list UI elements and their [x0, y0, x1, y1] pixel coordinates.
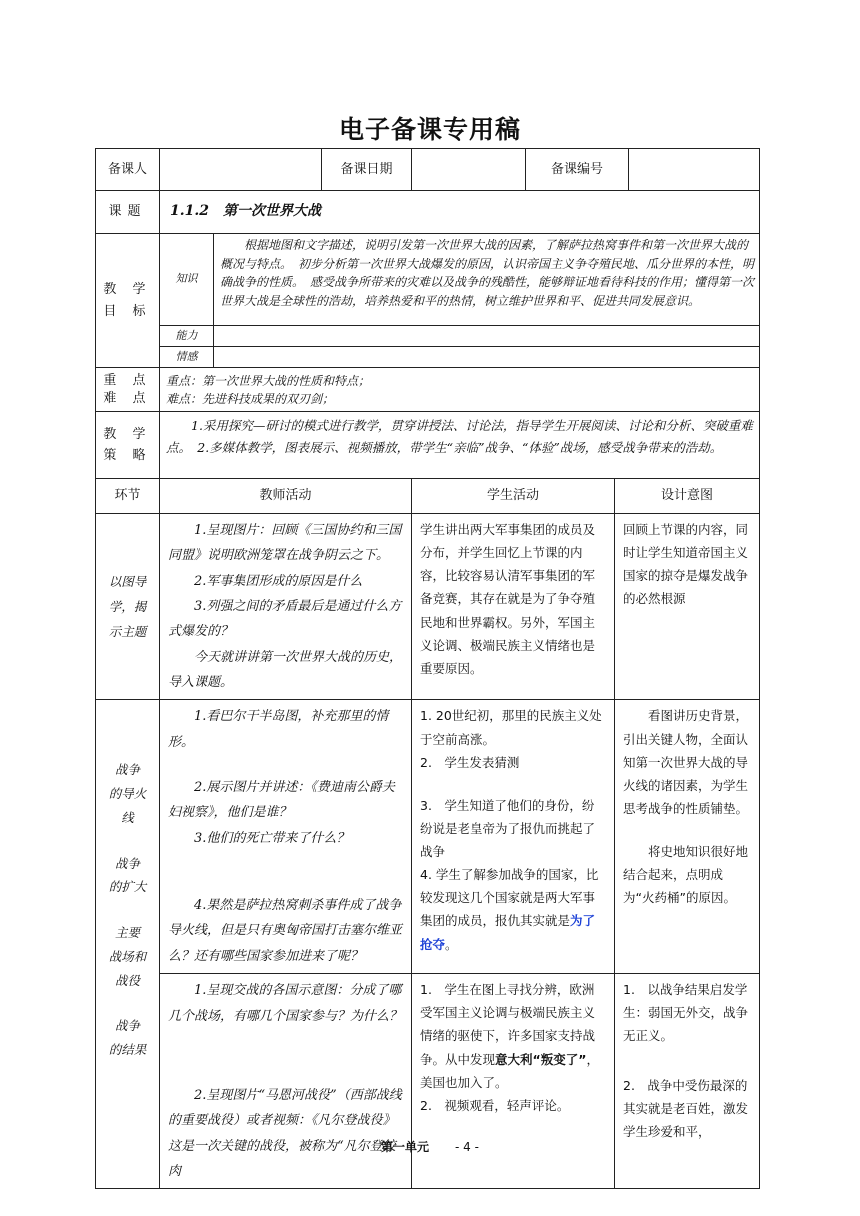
- topic-row: [96, 191, 760, 234]
- row2a-teacher-p4: 4.果然是萨拉热窝刺杀事件成了战争导火线，但是只有奥匈帝国打击塞尔维亚么？还有哪些国家参加进来了呢？: [168, 898, 403, 964]
- key-points-text: [160, 368, 760, 412]
- topic-label: 课题: [96, 191, 160, 234]
- row2b-student-p2: 2. 视频观看，轻声评论。: [420, 1097, 570, 1113]
- stage-battles-line3: 战役: [114, 972, 140, 988]
- stage-expansion-line1: 战争: [114, 855, 140, 871]
- row2a-student-p4: [420, 863, 606, 956]
- row2a-teacher-p1: 1.看巴尔干半岛图，补充那里的情形。: [168, 709, 389, 750]
- col-teacher: 教师活动: [160, 479, 412, 514]
- emotion-label: 情感: [160, 347, 214, 368]
- row1-teacher-p2: 2.军事集团形成的原因是什么: [194, 573, 363, 589]
- date-label: 备课日期: [322, 149, 412, 191]
- row2b-teacher-p2: 2.呈现图片“马恩河战役”（西部战线的重要战役）或者视频：《凡尔登战役》这是一次关键的战役，被称为“凡尔登绞肉: [168, 1087, 402, 1179]
- goals-emotion-row: [96, 347, 760, 368]
- row2b-design-p2: 2. 战争中受伤最深的其实就是老百姓，激发学生珍爱和平，: [623, 1077, 749, 1139]
- stage-result: [96, 1014, 159, 1062]
- difficulty-point: 难点：先进科技成果的双刃剑；: [166, 391, 335, 406]
- goals-knowledge-row: [96, 234, 760, 326]
- page-footer: [0, 1138, 860, 1155]
- strategy-text: 1.采用探究—研讨的模式进行教学，贯穿讲授法、讨论法，指导学生开展阅读、讨论和分析、突破重难点。 2.多媒体教学，图表展示、视频播放，带学生“亲临”战争、“体验”战场，感受战争带来的浩劫。: [160, 412, 760, 479]
- col-stage: 环节: [96, 479, 160, 514]
- row1-student: 学生讲出两大军事集团的成员及分布，并学生回忆上节课的内容，比较容易认清军事集团的军备竞赛，其存在就是为了争夺殖民地和世界霸权。另外，军国主义论调、极端民族主义情绪也是重要原因。: [412, 514, 615, 700]
- header-row: [96, 149, 760, 191]
- number-label: 备课编号: [526, 149, 629, 191]
- goals-label-line2: 目 标: [103, 303, 152, 319]
- lesson-plan-table: [95, 148, 760, 1189]
- date-value: [412, 149, 526, 191]
- footer-page-number: - 4 -: [455, 1140, 479, 1154]
- column-header-row: [96, 479, 760, 514]
- row2a-student-p3: 3. 学生知道了他们的身份，纷纷说是老皇帝为了报仇而挑起了战争: [420, 797, 596, 860]
- activity-row-1: [96, 514, 760, 700]
- stage-battles-line1: 主要: [114, 925, 140, 941]
- key-point: 重点：第一次世界大战的性质和特点；: [166, 373, 371, 388]
- preparer-value: [160, 149, 322, 191]
- ability-label: 能力: [160, 326, 214, 347]
- stage-battles: [96, 921, 159, 992]
- row2-design-a: [615, 700, 760, 974]
- row1-teacher-p1: 1.呈现图片：回顾《三国协约和三国同盟》说明欧洲笼罩在战争阴云之下。: [168, 523, 402, 564]
- col-student: 学生活动: [412, 479, 615, 514]
- key-points-label: [96, 368, 160, 412]
- row1-teacher: [160, 514, 412, 700]
- footer-unit: 第一单元: [381, 1140, 430, 1154]
- strategy-label: [96, 412, 160, 479]
- row2b-teacher-p1: 1.呈现交战的各国示意图：分成了哪几个战场，有哪几个国家参与？为什么？: [168, 983, 403, 1024]
- key-points-label-line1: 重 点: [103, 372, 152, 388]
- stage-fuse-line1: 战争: [114, 762, 140, 778]
- row2a-design-p1: 看图讲历史背景，引出关键人物，全面认知第一次世界大战的导火线的诸因素，为学生思考战争的性质铺垫。: [623, 708, 749, 816]
- row2a-student-p4-text: 4. 学生了解参加战争的国家，比较发现这几个国家就是两大军事集团的成员，报仇其实就是: [420, 867, 599, 929]
- col-design: 设计意图: [615, 479, 760, 514]
- stage-battles-line2: 战场和: [108, 948, 147, 964]
- strategy-label-line2: 策 略: [103, 448, 152, 463]
- row1-stage-line1: 以图导: [108, 574, 147, 590]
- row2-teacher-a: [160, 700, 412, 974]
- strategy-row: [96, 412, 760, 479]
- row1-stage-line2: 学，揭: [108, 599, 147, 615]
- row1-teacher-p3: 3.列强之间的矛盾最后是通过什么方式爆发的？: [168, 599, 402, 640]
- strategy-label-line1: 教 学: [103, 426, 152, 442]
- knowledge-label: 知识: [160, 234, 214, 326]
- stage-result-line2: 的结果: [108, 1042, 147, 1058]
- row1-teacher-p4: 今天就讲讲第一次世界大战的历史，导入课题。: [168, 649, 403, 691]
- knowledge-text: 根据地图和文字描述，说明引发第一次世界大战的因素，了解萨拉热窝事件和第一次世界大战的概况与特点。 初步分析第一次世界大战爆发的原因，认识帝国主义争夺殖民地、瓜分世界的本性，明确战争的性质。 感受战争所带来的灾难以及战争的残酷性，能够辩证地看待科技的作用；懂得第一次世界大战是全球性的浩劫，培养热爱和平的热情，树立维护世界和平、促进共同发展意识。: [214, 234, 760, 326]
- row2b-design-p1: 1. 以战争结果启发学生：弱国无外交，战争无正义。: [623, 982, 749, 1044]
- activity-row-3: [96, 974, 760, 1189]
- goals-ability-row: [96, 326, 760, 347]
- page-title: 电子备课专用稿: [338, 115, 521, 144]
- row1-design: 回顾上节课的内容，同时让学生知道帝国主义国家的掠夺是爆发战争的必然根源: [615, 514, 760, 700]
- key-points-row: [96, 368, 760, 412]
- row2b-student-p1-end: ，美国也加入了。: [420, 1051, 599, 1090]
- row2-design-b: [615, 974, 760, 1189]
- row2b-student-p1-text: 1. 学生在图上寻找分辨，欧洲受军国主义论调与极端民族主义情绪的驱使下，许多国家支持战争。从中发现: [420, 982, 596, 1067]
- row2b-student-p1: [420, 978, 606, 1094]
- goals-label: [96, 234, 160, 368]
- row2a-teacher-p2: 2.展示图片并讲述：《费迪南公爵夫妇视察》，他们是谁？: [168, 780, 395, 821]
- row2a-student-p2: 2. 学生发表猜测: [420, 754, 520, 770]
- stage-fuse-line2: 的导火: [108, 786, 147, 802]
- row1-stage: [96, 514, 160, 700]
- row2-stages: [96, 700, 160, 1189]
- key-points-label-line2: 难 点: [103, 390, 152, 406]
- row2b-student-p1-emphasis: 意大利“叛变了”: [495, 1051, 587, 1067]
- row2-student-a: [412, 700, 615, 974]
- goals-label-line1: 教 学: [103, 282, 152, 298]
- row2a-student-p4-end: 。: [445, 936, 458, 952]
- row2a-student-p1: 1. 20世纪初，那里的民族主义处于空前高涨。: [420, 708, 602, 747]
- activity-row-2: [96, 700, 760, 974]
- stage-expansion: [96, 852, 159, 900]
- row2-teacher-b: [160, 974, 412, 1189]
- emotion-text: [214, 347, 760, 368]
- stage-fuse: [96, 758, 159, 829]
- row2a-teacher-p3: 3.他们的死亡带来了什么？: [194, 830, 350, 846]
- row2a-design-p2: 将史地知识很好地结合起来，点明成为“火药桶”的原因。: [623, 844, 749, 906]
- ability-text: [214, 326, 760, 347]
- preparer-label: 备课人: [96, 149, 160, 191]
- stage-fuse-line3: 线: [121, 809, 134, 825]
- row2-student-b: [412, 974, 615, 1189]
- number-value: [629, 149, 760, 191]
- row1-stage-line3: 示主题: [108, 624, 147, 640]
- stage-result-line1: 战争: [114, 1018, 140, 1034]
- topic-value: 1.1.2 第一次世界大战: [160, 191, 760, 234]
- row2a-student-p4-emphasis: 为了抢夺: [420, 913, 596, 952]
- stage-expansion-line2: 的扩大: [108, 879, 147, 895]
